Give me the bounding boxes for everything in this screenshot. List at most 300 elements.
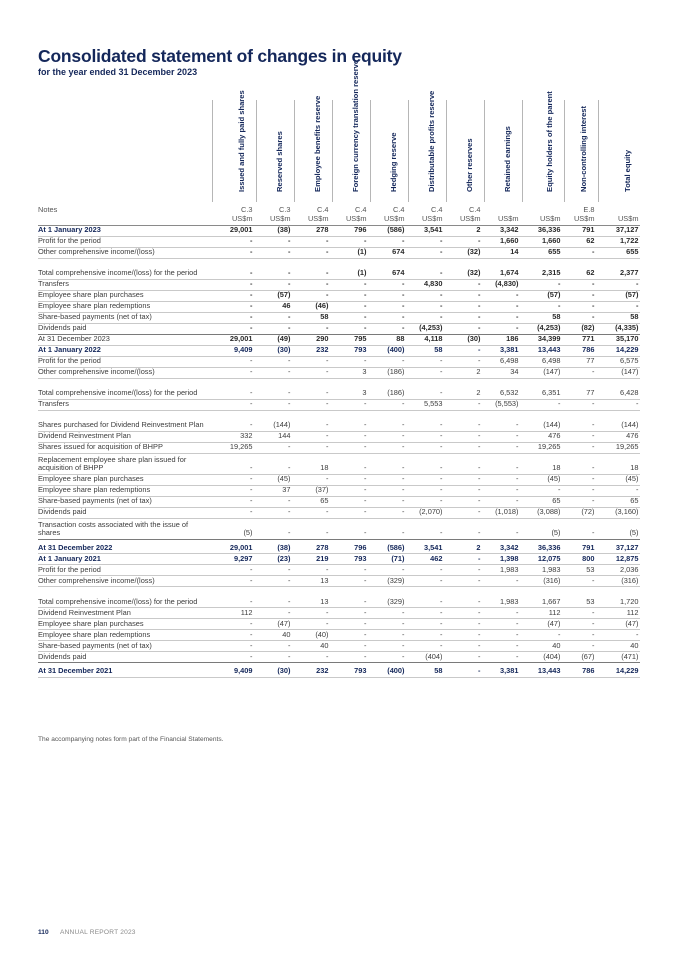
column-separator [370, 100, 371, 202]
cell-value: 3 [330, 367, 368, 378]
cell-value: 58 [596, 312, 640, 323]
unit-label: US$m [269, 214, 291, 223]
column-separator [332, 100, 333, 202]
cell-value: (471) [596, 652, 640, 663]
cell-value: 12,875 [596, 554, 640, 565]
row-label: Transaction costs associated with the issue of shares [38, 518, 210, 539]
cell-value: - [596, 301, 640, 312]
cell-value: - [444, 301, 482, 312]
note-ref: C.4 [430, 205, 443, 214]
cell-value: - [444, 410, 482, 431]
cell-value: - [292, 619, 330, 630]
cell-value: - [562, 576, 596, 587]
cell-value: - [482, 312, 520, 323]
row-label: At 1 January 2023 [38, 225, 210, 236]
cell-value: - [254, 576, 292, 587]
note-ref: E.8 [583, 205, 595, 214]
cell-value: 6,351 [520, 378, 562, 399]
cell-value: 655 [596, 247, 640, 258]
cell-value: - [444, 345, 482, 356]
cell-value: 9,297 [210, 554, 254, 565]
column-separator [522, 100, 523, 202]
cell-value: (57) [520, 290, 562, 301]
column-header [610, 96, 638, 200]
cell-value: - [406, 518, 444, 539]
cell-value: 791 [562, 225, 596, 236]
table-row [38, 576, 640, 587]
cell-value: (71) [368, 554, 406, 565]
cell-value: - [482, 301, 520, 312]
cell-value: - [406, 258, 444, 279]
cell-value: - [444, 608, 482, 619]
cell-value: 18 [596, 453, 640, 474]
cell-value: - [254, 507, 292, 518]
cell-value: - [406, 565, 444, 576]
cell-value: - [292, 378, 330, 399]
cell-value: - [292, 608, 330, 619]
cell-value: - [444, 453, 482, 474]
cell-value: - [482, 323, 520, 334]
column-header [566, 96, 594, 200]
unit-label: US$m [307, 214, 329, 223]
cell-value: - [210, 301, 254, 312]
cell-value: - [368, 485, 406, 496]
cell-value: - [330, 608, 368, 619]
column-header-label: Non-controlling interest [579, 105, 588, 192]
cell-value: 40 [254, 630, 292, 641]
cell-value: - [444, 356, 482, 367]
cell-value: - [562, 312, 596, 323]
cell-value: (316) [520, 576, 562, 587]
cell-value: (30) [254, 663, 292, 678]
column-header-label: Hedging reserve [389, 131, 398, 192]
cell-value: - [254, 652, 292, 663]
cell-value: - [482, 453, 520, 474]
column-header-label: Foreign currency translation reserve [351, 59, 360, 192]
table-row [38, 518, 640, 539]
cell-value: 796 [330, 539, 368, 554]
cell-value: - [444, 576, 482, 587]
cell-value: 186 [482, 334, 520, 345]
unit-label: US$m [459, 214, 481, 223]
cell-value: - [368, 507, 406, 518]
table-row [38, 356, 640, 367]
column-separator [294, 100, 295, 202]
cell-value: - [330, 485, 368, 496]
cell-value: - [562, 399, 596, 410]
cell-value: (32) [444, 247, 482, 258]
table-row [38, 652, 640, 663]
cell-value: 655 [520, 247, 562, 258]
cell-value: - [254, 587, 292, 608]
cell-value: (3,160) [596, 507, 640, 518]
report-label: ANNUAL REPORT 2023 [60, 929, 136, 936]
cell-value: - [330, 576, 368, 587]
cell-value: 3,381 [482, 663, 520, 678]
cell-value: - [210, 399, 254, 410]
note-ref: C.3 [240, 205, 253, 214]
table-row [38, 619, 640, 630]
cell-value: - [406, 410, 444, 431]
column-header [224, 89, 252, 200]
cell-value: - [292, 356, 330, 367]
cell-value: - [482, 485, 520, 496]
cell-value: 9,409 [210, 663, 254, 678]
cell-value: 3,541 [406, 225, 444, 236]
cell-value: - [482, 608, 520, 619]
cell-value: 4,830 [406, 279, 444, 290]
cell-value: 112 [520, 608, 562, 619]
cell-value: 40 [520, 641, 562, 652]
cell-value: - [368, 453, 406, 474]
table-row [38, 312, 640, 323]
cell-value: (586) [368, 539, 406, 554]
cell-value: - [482, 518, 520, 539]
cell-value: - [444, 474, 482, 485]
notes-units-row [38, 203, 640, 225]
cell-value: - [254, 258, 292, 279]
cell-value: 219 [292, 554, 330, 565]
cell-value: - [406, 431, 444, 442]
row-label: Employee share plan redemptions [38, 485, 210, 496]
cell-value: - [444, 663, 482, 678]
cell-value: (67) [562, 652, 596, 663]
cell-value: - [254, 608, 292, 619]
cell-value: 58 [406, 345, 444, 356]
cell-value: - [406, 442, 444, 453]
cell-value: 13 [292, 587, 330, 608]
cell-value: (5) [596, 518, 640, 539]
cell-value: - [562, 485, 596, 496]
cell-value: - [330, 496, 368, 507]
cell-value: (45) [520, 474, 562, 485]
table-row [38, 641, 640, 652]
cell-value: - [368, 518, 406, 539]
cell-value: - [292, 442, 330, 453]
cell-value: (144) [596, 410, 640, 431]
cell-value: - [368, 356, 406, 367]
cell-value: - [444, 485, 482, 496]
cell-value: - [562, 301, 596, 312]
table-row [38, 608, 640, 619]
cell-value: - [596, 279, 640, 290]
cell-value: - [210, 641, 254, 652]
unit-label: US$m [345, 214, 367, 223]
column-header-label: Equity holders of the parent [545, 90, 554, 192]
cell-value: (186) [368, 367, 406, 378]
column-header-label: Retained earnings [503, 125, 512, 192]
cell-value: (147) [520, 367, 562, 378]
cell-value: - [254, 367, 292, 378]
cell-value: 462 [406, 554, 444, 565]
cell-value: 796 [330, 225, 368, 236]
cell-value: - [482, 431, 520, 442]
cell-value: - [482, 576, 520, 587]
notes-label: Notes [38, 203, 210, 225]
cell-value: - [368, 641, 406, 652]
cell-value: - [562, 279, 596, 290]
cell-value: - [596, 399, 640, 410]
cell-value: 77 [562, 378, 596, 399]
row-label: At 1 January 2022 [38, 345, 210, 356]
cell-value: (23) [254, 554, 292, 565]
table-row [38, 301, 640, 312]
cell-value: - [444, 619, 482, 630]
table-row [38, 431, 640, 442]
cell-value: 476 [596, 431, 640, 442]
column-separator [446, 100, 447, 202]
cell-value: - [482, 474, 520, 485]
notes-units-cell [330, 203, 368, 225]
cell-value: 786 [562, 663, 596, 678]
cell-value: (186) [368, 378, 406, 399]
cell-value: 1,720 [596, 587, 640, 608]
unit-label: US$m [573, 214, 595, 223]
cell-value: 1,674 [482, 258, 520, 279]
cell-value: (4,830) [482, 279, 520, 290]
cell-value: (38) [254, 225, 292, 236]
cell-value: (45) [254, 474, 292, 485]
cell-value: - [444, 442, 482, 453]
cell-value: - [368, 410, 406, 431]
cell-value: 232 [292, 663, 330, 678]
cell-value: 88 [368, 334, 406, 345]
row-label: At 1 January 2021 [38, 554, 210, 565]
note-ref: C.4 [354, 205, 367, 214]
cell-value: - [444, 236, 482, 247]
cell-value: 476 [520, 431, 562, 442]
cell-value: - [292, 507, 330, 518]
cell-value: 34,399 [520, 334, 562, 345]
cell-value: 674 [368, 258, 406, 279]
cell-value: - [562, 608, 596, 619]
cell-value: - [210, 290, 254, 301]
cell-value: - [210, 247, 254, 258]
table-row [38, 507, 640, 518]
cell-value: 793 [330, 663, 368, 678]
cell-value: 6,575 [596, 356, 640, 367]
table-row [38, 399, 640, 410]
cell-value: - [330, 518, 368, 539]
table-row [38, 334, 640, 345]
cell-value: - [368, 474, 406, 485]
column-separator [598, 100, 599, 202]
column-separator [256, 100, 257, 202]
cell-value: 13,443 [520, 345, 562, 356]
cell-value: - [254, 279, 292, 290]
cell-value: (32) [444, 258, 482, 279]
cell-value: 65 [292, 496, 330, 507]
cell-value: - [562, 442, 596, 453]
column-header [532, 90, 560, 200]
cell-value: - [562, 367, 596, 378]
cell-value: (404) [406, 652, 444, 663]
cell-value: - [210, 507, 254, 518]
cell-value: 34 [482, 367, 520, 378]
cell-value: 2 [444, 367, 482, 378]
cell-value: - [406, 453, 444, 474]
cell-value: 674 [368, 247, 406, 258]
cell-value: 1,983 [482, 587, 520, 608]
cell-value: - [330, 301, 368, 312]
unit-label: US$m [539, 214, 561, 223]
cell-value: 18 [292, 453, 330, 474]
table-row [38, 323, 640, 334]
cell-value: 144 [254, 431, 292, 442]
cell-value: - [406, 619, 444, 630]
cell-value: 3,381 [482, 345, 520, 356]
cell-value: - [444, 323, 482, 334]
row-label: Other comprehensive income/(loss) [38, 576, 210, 587]
cell-value: - [596, 485, 640, 496]
cell-value: - [444, 652, 482, 663]
column-header-label: Total equity [623, 149, 632, 192]
cell-value: 795 [330, 334, 368, 345]
cell-value: - [210, 474, 254, 485]
cell-value: - [368, 442, 406, 453]
page-subtitle: for the year ended 31 December 2023 [38, 67, 198, 77]
cell-value: (4,253) [406, 323, 444, 334]
cell-value: - [368, 565, 406, 576]
table-row [38, 258, 640, 279]
cell-value: 40 [292, 641, 330, 652]
cell-value: - [562, 431, 596, 442]
column-separator [484, 100, 485, 202]
cell-value: 793 [330, 345, 368, 356]
cell-value: (47) [254, 619, 292, 630]
cell-value: - [368, 279, 406, 290]
note-ref: C.3 [278, 205, 291, 214]
row-label: Employee share plan redemptions [38, 630, 210, 641]
row-label: Employee share plan purchases [38, 290, 210, 301]
cell-value: - [444, 496, 482, 507]
cell-value: 112 [210, 608, 254, 619]
cell-value: 29,001 [210, 225, 254, 236]
cell-value: - [292, 236, 330, 247]
cell-value: 2,377 [596, 258, 640, 279]
cell-value: 3 [330, 378, 368, 399]
cell-value: - [210, 485, 254, 496]
cell-value: - [482, 290, 520, 301]
cell-value: 6,498 [482, 356, 520, 367]
row-label: Replacement employee share plan issued for acquisition of BHPP [38, 453, 210, 474]
cell-value: (404) [520, 652, 562, 663]
cell-value: (400) [368, 345, 406, 356]
cell-value: (30) [444, 334, 482, 345]
cell-value: - [330, 312, 368, 323]
table-row [38, 345, 640, 356]
table-row [38, 410, 640, 431]
cell-value: - [406, 576, 444, 587]
cell-value: - [330, 507, 368, 518]
cell-value: - [482, 652, 520, 663]
cell-value: - [406, 608, 444, 619]
table-row [38, 453, 640, 474]
cell-value: - [210, 496, 254, 507]
unit-label: US$m [497, 214, 519, 223]
cell-value: 77 [562, 356, 596, 367]
cell-value: 14,229 [596, 663, 640, 678]
cell-value: - [562, 630, 596, 641]
cell-value: - [406, 587, 444, 608]
row-label: At 31 December 2021 [38, 663, 210, 678]
cell-value: - [210, 378, 254, 399]
cell-value: (47) [520, 619, 562, 630]
cell-value: 1,983 [520, 565, 562, 576]
cell-value: - [330, 279, 368, 290]
cell-value: - [406, 474, 444, 485]
cell-value: - [368, 619, 406, 630]
cell-value: - [444, 290, 482, 301]
cell-value: (72) [562, 507, 596, 518]
cell-value: - [292, 410, 330, 431]
cell-value: - [444, 518, 482, 539]
cell-value: 3,342 [482, 225, 520, 236]
cell-value: - [330, 453, 368, 474]
cell-value: - [444, 507, 482, 518]
cell-value: (57) [254, 290, 292, 301]
cell-value: (4,335) [596, 323, 640, 334]
table-row [38, 630, 640, 641]
cell-value: - [562, 453, 596, 474]
cell-value: - [330, 290, 368, 301]
notes-units-cell [482, 203, 520, 225]
cell-value: - [444, 565, 482, 576]
cell-value: - [254, 496, 292, 507]
cell-value: 13 [292, 576, 330, 587]
cell-value: 793 [330, 554, 368, 565]
cell-value: 19,265 [520, 442, 562, 453]
cell-value: - [330, 399, 368, 410]
table-row [38, 279, 640, 290]
cell-value: - [330, 630, 368, 641]
row-label: Dividends paid [38, 323, 210, 334]
cell-value: - [596, 630, 640, 641]
cell-value: (49) [254, 334, 292, 345]
notes-units-cell [406, 203, 444, 225]
page-title: Consolidated statement of changes in equity [38, 46, 402, 66]
cell-value: 2,036 [596, 565, 640, 576]
cell-value: (37) [292, 485, 330, 496]
cell-value: 58 [292, 312, 330, 323]
cell-value: 6,428 [596, 378, 640, 399]
cell-value: (144) [520, 410, 562, 431]
cell-value: - [292, 431, 330, 442]
cell-value: - [210, 652, 254, 663]
cell-value: 12,075 [520, 554, 562, 565]
cell-value: - [292, 323, 330, 334]
cell-value: - [444, 312, 482, 323]
cell-value: 62 [562, 236, 596, 247]
cell-value: - [368, 608, 406, 619]
cell-value: - [254, 236, 292, 247]
cell-value: 29,001 [210, 334, 254, 345]
cell-value: 53 [562, 587, 596, 608]
cell-value: - [330, 442, 368, 453]
table-row [38, 587, 640, 608]
notes-units-cell [292, 203, 330, 225]
cell-value: - [562, 474, 596, 485]
cell-value: - [254, 247, 292, 258]
cell-value: - [444, 554, 482, 565]
cell-value: (1) [330, 247, 368, 258]
cell-value: - [406, 641, 444, 652]
cell-value: 19,265 [210, 442, 254, 453]
cell-value: - [210, 587, 254, 608]
table-row [38, 554, 640, 565]
cell-value: 1,398 [482, 554, 520, 565]
cell-value: 37 [254, 485, 292, 496]
